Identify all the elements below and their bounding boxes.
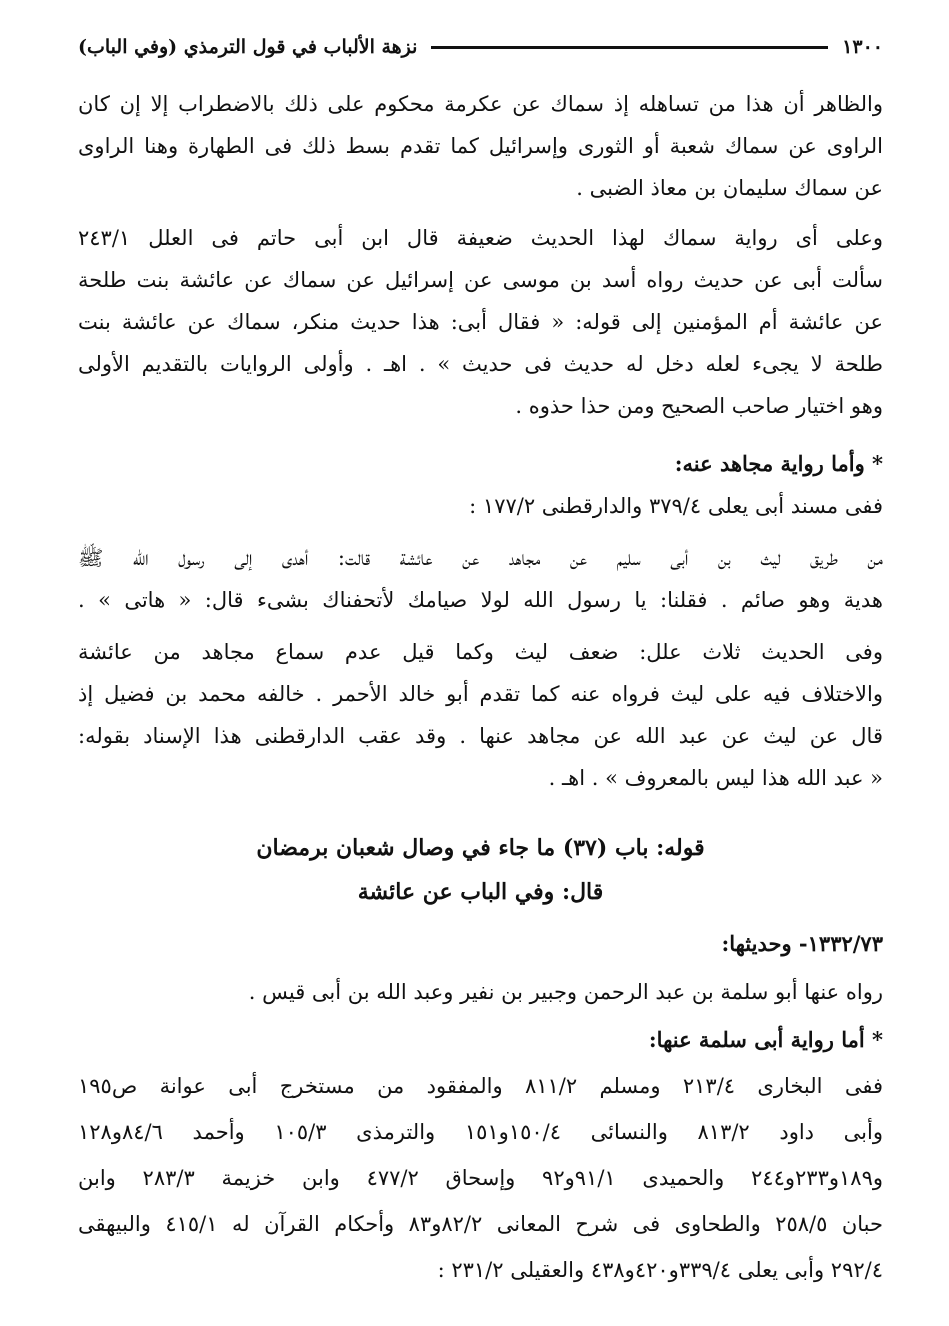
text-line: والظاهر أن هذا من تساهله إذ سماك عن عكرمة محكوم على ذلك بالاضطراب إلا إن كان (78, 92, 883, 116)
text-line: الراوى عن سماك شعبة أو الثورى وإسرائيل كما تقدم بسط ذلك فى الطهارة وهنا الراوى (78, 134, 883, 158)
header-rule (431, 46, 828, 49)
section-heading: * أما رواية أبى سلمة عنها: (648, 1027, 883, 1052)
text-line: من طريق ليث بن أبى سليم عن مجاهد عن عائشة قالت: أهدى إلى رسول الله ﷺ (78, 546, 883, 570)
text-line: وهو اختيار صاحب الصحيح ومن حذا حذوه . (515, 394, 883, 418)
text-line: رواه عنها أبو سلمة بن عبد الرحمن وجبير بن نفير وعبد الله بن أبى قيس . (248, 980, 883, 1004)
chapter-subtitle: قال: وفي الباب عن عائشة (357, 879, 604, 905)
text-line: وأبى داود ٨١٣/٢ والنسائى ١٥٠/٤و١٥١ والترمذى ١٠٥/٣ وأحمد ٨٤/٦و١٢٨ (78, 1120, 883, 1144)
text-line: وعلى أى رواية سماك لهذا الحديث ضعيفة قال ابن أبى حاتم فى العلل ٢٤٣/١ (78, 226, 883, 250)
page-header (78, 30, 883, 64)
text-line: ففى البخارى ٢١٣/٤ ومسلم ٨١١/٢ والمفقود من مستخرج أبى عوانة ص١٩٥ (78, 1074, 883, 1098)
text-line: « عبد الله هذا ليس بالمعروف » . اهـ . (548, 766, 883, 790)
text-line: حبان ٢٥٨/٥ والطحاوى فى شرح المعانى ٨٢/٢و٨٣ وأحكام القرآن له ٤١٥/١ والبيهقى (78, 1212, 883, 1236)
text-line: سألت أبى عن حديث رواه أسد بن موسى عن إسرائيل عن سماك عن عائشة بنت طلحة (78, 268, 883, 292)
text-line: قال عن ليث عن عبد الله عن مجاهد عنها . وقد عقب الدارقطنى هذا الإسناد بقوله: (78, 724, 883, 748)
text-line: عن سماك سليمان بن معاذ الضبى . (576, 176, 883, 200)
text-line: طلحة لا يجىء لعله دخل له حديث فى حديث » . اهـ . وأولى الروايات بالتقديم الأولى (78, 352, 883, 376)
section-heading: * وأما رواية مجاهد عنه: (674, 451, 883, 476)
hadith-number: ١٣٣٢/٧٣- وحديثها: (721, 931, 883, 956)
text-line: هدية وهو صائم . فقلنا: يا رسول الله لولا صيامك لأتحفناك بشىء قال: « هاتى » . (78, 588, 883, 612)
running-title: نزهة الألباب في قول الترمذي (وفي الباب) (78, 36, 418, 58)
text-line: عن عائشة أم المؤمنين إلى قوله: « فقال أبى: هذا حديث منكر، سماك عن عائشة بنت (78, 310, 883, 334)
text-line: ففى مسند أبى يعلى ٣٧٩/٤ والدارقطنى ١٧٧/٢ : (469, 494, 883, 518)
text-line: و١٨٩و٢٣٣و٢٤٤ والحميدى ٩١/١و٩٢ وإسحاق ٤٧٧/٢ وابن خزيمة ٢٨٣/٣ وابن (78, 1166, 883, 1190)
text-line: والاختلاف فيه على ليث فرواه عنه كما تقدم أبو خالد الأحمر . خالفه محمد بن فضيل إذ (78, 682, 883, 706)
text-line: ٢٩٢/٤ وأبى يعلى ٣٣٩/٤و٤٢٠و٤٣٨ والعقيلى ٢٣١/٢ : (437, 1258, 883, 1282)
page-number: ١٣٠٠ (842, 36, 883, 58)
chapter-title: قوله: باب (٣٧) ما جاء في وصال شعبان برمضان (256, 835, 705, 861)
text-line: وفى الحديث ثلاث علل: ضعف ليث وكما قيل عدم سماع مجاهد من عائشة (78, 640, 883, 664)
